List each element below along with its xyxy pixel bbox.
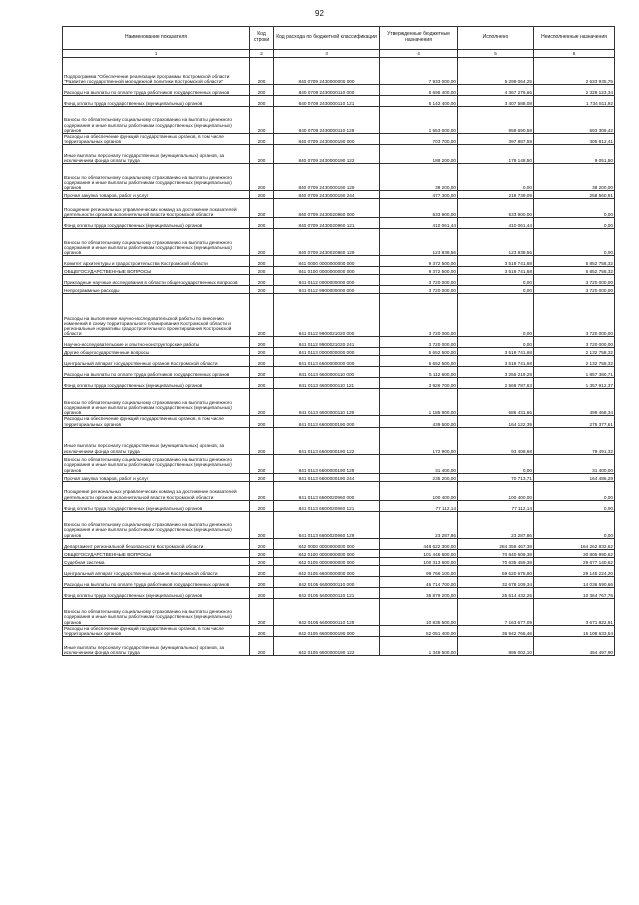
row-unexecuted-cell: 2 132 758,32 (534, 356, 615, 367)
table-row (63, 454, 615, 473)
row-approved-cell: 439 500,00 (380, 416, 458, 427)
row-unexecuted-cell: 9 051,50 (534, 145, 615, 164)
row-executed-cell: 284 359 467,38 (458, 538, 534, 549)
row-approved-cell: 123 838,56 (380, 229, 458, 256)
row-executed-cell: 93 408,68 (458, 427, 534, 454)
row-approved-cell: 188 200,00 (380, 145, 458, 164)
row-budget-code-cell: 841 0113 6600000190 000 (274, 416, 380, 427)
column-number: 4 (380, 50, 458, 58)
table-row (63, 637, 615, 656)
row-name-cell: Взносы по обязательному социальному страхованию на выплаты денежного содержания и иные выплаты работникам государственных (муниципальных) органов (63, 511, 250, 538)
row-approved-cell: 533 900,00 (380, 199, 458, 218)
row-line-code-cell: 200 (250, 587, 274, 598)
row-executed-cell: 23 287,86 (458, 511, 534, 538)
table-row (63, 565, 615, 576)
table-row (63, 191, 615, 199)
row-executed-cell: 77 112,14 (458, 500, 534, 511)
row-name-cell: Расходы на выплаты по оплате труда работников государственных органов (63, 576, 250, 587)
row-line-code-cell: 200 (250, 538, 274, 549)
row-approved-cell: 99 766 100,00 (380, 565, 458, 576)
row-name-cell: Расходы на обеспечение функций государственных органов, в том числе территориальных органов (63, 416, 250, 427)
row-line-code-cell: 200 (250, 199, 274, 218)
row-unexecuted-cell: 14 036 590,66 (534, 576, 615, 587)
row-name-cell: Поощрение региональных управленческих команд за достижение показателей деятельности органов исполнительной власти Костромской области (63, 481, 250, 500)
row-approved-cell: 38 200,00 (380, 164, 458, 191)
row-executed-cell: 0,00 (458, 454, 534, 473)
table-row (63, 256, 615, 267)
row-name-cell: Прочая закупка товаров, работ и услуг (63, 473, 250, 481)
row-approved-cell: 3 720 000,00 (380, 286, 458, 294)
table-row (63, 96, 615, 107)
row-budget-code-cell: 841 0113 6600000110 121 (274, 378, 380, 389)
row-executed-cell: 895 002,10 (458, 637, 534, 656)
row-approved-cell: 100 400,00 (380, 481, 458, 500)
row-approved-cell: 235 200,00 (380, 473, 458, 481)
row-approved-cell: 77 112,14 (380, 500, 458, 511)
row-budget-code-cell: 840 0709 2430000190 122 (274, 145, 380, 164)
row-executed-cell: 179 148,50 (458, 145, 534, 164)
row-approved-cell: 1 349 500,00 (380, 637, 458, 656)
row-line-code-cell: 200 (250, 107, 274, 134)
header-unexecuted: Неисполненные назначения (534, 27, 615, 50)
row-budget-code-cell: 841 0112 9900000000 000 (274, 286, 380, 294)
row-name-cell: Взносы по обязательному социальному страхованию на выплаты денежного содержания и иные выплаты работникам государственных (муниципальных) органов (63, 164, 250, 191)
row-budget-code-cell: 842 0105 6600000110 129 (274, 598, 380, 625)
row-name-cell: Центральный аппарат государственных органов Костромской области (63, 565, 250, 576)
row-budget-code-cell: 841 0113 0000000000 000 (274, 348, 380, 356)
row-executed-cell: 410 061,44 (458, 218, 534, 229)
table-row (63, 557, 615, 565)
row-line-code-cell: 200 (250, 229, 274, 256)
row-line-code-cell: 200 (250, 218, 274, 229)
row-name-cell: Взносы по обязательному социальному страхованию на выплаты денежного содержания и иные выплаты работникам государственных (муниципальных) органов (63, 229, 250, 256)
row-executed-cell: 36 942 766,46 (458, 625, 534, 636)
row-budget-code-cell: 841 0112 9900021020 241 (274, 337, 380, 348)
table-row (63, 58, 615, 85)
row-name-cell: Департамент региональной безопасности Костромской области (63, 538, 250, 549)
row-budget-code-cell: 841 0113 6600020960 000 (274, 481, 380, 500)
row-unexecuted-cell: 5 852 758,32 (534, 256, 615, 267)
table-row (63, 107, 615, 134)
row-unexecuted-cell: 79 491,32 (534, 427, 615, 454)
table-row (63, 294, 615, 337)
row-unexecuted-cell: 2 328 123,34 (534, 85, 615, 96)
row-executed-cell: 0,00 (458, 164, 534, 191)
row-budget-code-cell: 840 0709 2430000110 000 (274, 85, 380, 96)
row-name-cell: Расходы на выплаты по оплате труда работников государственных органов (63, 367, 250, 378)
row-unexecuted-cell: 5 852 758,32 (534, 267, 615, 275)
row-executed-cell: 0,00 (458, 294, 534, 337)
column-number-row (63, 50, 615, 58)
row-executed-cell: 69 620 675,80 (458, 565, 534, 576)
row-executed-cell: 3 519 741,68 (458, 267, 534, 275)
row-budget-code-cell: 840 0709 2430020960 129 (274, 229, 380, 256)
table-row (63, 367, 615, 378)
table-row (63, 286, 615, 294)
row-name-cell: Иные выплаты персоналу государственных (муниципальных) органов, за исключением фонда оплаты труда (63, 427, 250, 454)
row-unexecuted-cell: 454 497,90 (534, 637, 615, 656)
row-line-code-cell: 200 (250, 598, 274, 625)
row-line-code-cell: 200 (250, 96, 274, 107)
row-line-code-cell: 200 (250, 134, 274, 145)
row-name-cell: Комитет архитектуры и градостроительства Костромской области (63, 256, 250, 267)
row-executed-cell: 7 163 677,09 (458, 598, 534, 625)
row-unexecuted-cell: 0,00 (534, 199, 615, 218)
row-approved-cell: 477 300,00 (380, 191, 458, 199)
row-name-cell: Фонд оплаты труда государственных (муниципальных) органов (63, 378, 250, 389)
row-unexecuted-cell: 3 720 000,00 (534, 275, 615, 286)
row-line-code-cell: 200 (250, 637, 274, 656)
row-name-cell: Фонд оплаты труда государственных (муниципальных) органов (63, 218, 250, 229)
row-unexecuted-cell: 3 720 000,00 (534, 337, 615, 348)
table-row (63, 164, 615, 191)
row-executed-cell: 100 400,00 (458, 481, 534, 500)
budget-execution-table (62, 26, 615, 656)
row-line-code-cell: 200 (250, 473, 274, 481)
row-name-cell: Взносы по обязательному социальному страхованию на выплаты денежного содержания и иные выплаты работникам государственных (муниципальных) органов (63, 107, 250, 134)
row-line-code-cell: 200 (250, 576, 274, 587)
row-executed-cell: 25 514 432,25 (458, 587, 534, 598)
row-unexecuted-cell: 0,00 (534, 511, 615, 538)
row-budget-code-cell: 841 0113 6600020960 121 (274, 500, 380, 511)
row-line-code-cell: 200 (250, 85, 274, 96)
row-approved-cell: 46 714 700,00 (380, 576, 458, 587)
row-budget-code-cell: 840 0709 2430000190 129 (274, 164, 380, 191)
row-budget-code-cell: 841 0113 6600000110 129 (274, 389, 380, 416)
row-line-code-cell: 200 (250, 191, 274, 199)
row-approved-cell: 3 720 000,00 (380, 337, 458, 348)
row-executed-cell: 0,00 (458, 275, 534, 286)
row-approved-cell: 100 313 600,00 (380, 557, 458, 565)
row-name-cell: Судебная система (63, 557, 250, 565)
row-unexecuted-cell: 15 108 633,54 (534, 625, 615, 636)
table-row (63, 337, 615, 348)
row-budget-code-cell: 840 0709 2430000190 244 (274, 191, 380, 199)
column-number: 6 (534, 50, 615, 58)
row-approved-cell: 448 622 300,00 (380, 538, 458, 549)
row-budget-code-cell: 840 0709 2430000110 129 (274, 107, 380, 134)
row-line-code-cell: 200 (250, 348, 274, 356)
table-row (63, 275, 615, 286)
row-unexecuted-cell: 1 857 380,71 (534, 367, 615, 378)
column-number: 1 (63, 50, 250, 58)
row-approved-cell: 3 720 000,00 (380, 294, 458, 337)
row-unexecuted-cell: 2 633 935,75 (534, 58, 615, 85)
row-executed-cell: 32 678 109,34 (458, 576, 534, 587)
row-unexecuted-cell: 1 734 811,92 (534, 96, 615, 107)
page-number: 92 (315, 9, 324, 18)
row-name-cell: Расходы на обеспечение функций государственных органов, в том числе территориальных органов (63, 134, 250, 145)
table-row (63, 538, 615, 549)
row-line-code-cell: 200 (250, 367, 274, 378)
row-executed-cell: 3 519 741,68 (458, 356, 534, 367)
row-executed-cell: 686 431,66 (458, 389, 534, 416)
table-row (63, 389, 615, 416)
row-approved-cell: 23 287,86 (380, 511, 458, 538)
row-approved-cell: 410 061,44 (380, 218, 458, 229)
row-line-code-cell: 200 (250, 267, 274, 275)
row-line-code-cell: 200 (250, 481, 274, 500)
row-line-code-cell: 200 (250, 275, 274, 286)
row-executed-cell: 0,00 (458, 337, 534, 348)
row-unexecuted-cell: 1 357 912,37 (534, 378, 615, 389)
row-budget-code-cell: 842 0100 0000000000 000 (274, 549, 380, 557)
row-executed-cell: 3 255 219,29 (458, 367, 534, 378)
row-budget-code-cell: 841 0112 9900021020 000 (274, 294, 380, 337)
row-name-cell: Подпрограмма "Обеспечение реализации программы Костромской области "Развитие государственной молодежной политики Костромской области" (63, 58, 250, 85)
table-row (63, 348, 615, 356)
row-executed-cell: 2 568 787,63 (458, 378, 534, 389)
row-name-cell: Взносы по обязательному социальному страхованию на выплаты денежного содержания и иные выплаты работникам государственных (муниципальных) органов (63, 389, 250, 416)
row-budget-code-cell: 841 0113 6600000000 000 (274, 356, 380, 367)
row-name-cell: Иные выплаты персоналу государственных (муниципальных) органов, за исключением фонда оплаты труда (63, 637, 250, 656)
table-row (63, 85, 615, 96)
row-executed-cell: 3 519 741,68 (458, 348, 534, 356)
table-row (63, 218, 615, 229)
row-line-code-cell: 200 (250, 557, 274, 565)
row-line-code-cell: 200 (250, 58, 274, 85)
row-unexecuted-cell: 31 400,00 (534, 454, 615, 473)
row-budget-code-cell: 840 0709 2430000110 121 (274, 96, 380, 107)
row-name-cell: ОБЩЕГОСУДАРСТВЕННЫЕ ВОПРОСЫ (63, 267, 250, 275)
table-row (63, 576, 615, 587)
row-budget-code-cell: 842 0105 6600000190 000 (274, 625, 380, 636)
row-budget-code-cell: 841 0113 6600000190 129 (274, 454, 380, 473)
row-unexecuted-cell: 164 262 832,62 (534, 538, 615, 549)
row-unexecuted-cell: 30 805 990,62 (534, 549, 615, 557)
row-budget-code-cell: 842 0105 6600000110 121 (274, 587, 380, 598)
header-name: Наименование показателя (63, 27, 250, 50)
row-line-code-cell: 200 (250, 454, 274, 473)
column-number: 5 (458, 50, 534, 58)
row-executed-cell: 3 407 588,08 (458, 96, 534, 107)
table-row (63, 598, 615, 625)
row-executed-cell: 70 640 609,38 (458, 549, 534, 557)
row-approved-cell: 5 652 500,00 (380, 348, 458, 356)
row-executed-cell: 3 519 741,68 (458, 256, 534, 267)
column-number: 2 (250, 50, 274, 58)
row-unexecuted-cell: 0,00 (534, 481, 615, 500)
row-budget-code-cell: 840 0709 2430020960 000 (274, 199, 380, 218)
header-line-code: Код строки (250, 27, 274, 50)
table-row (63, 481, 615, 500)
row-line-code-cell: 200 (250, 378, 274, 389)
row-approved-cell: 3 720 000,00 (380, 275, 458, 286)
row-approved-cell: 5 142 400,00 (380, 96, 458, 107)
row-approved-cell: 1 553 000,00 (380, 107, 458, 134)
row-unexecuted-cell: 593 309,42 (534, 107, 615, 134)
row-unexecuted-cell: 258 560,91 (534, 191, 615, 199)
row-name-cell: Научно-исследовательские и опытно-конструкторские работы (63, 337, 250, 348)
row-budget-code-cell: 841 0113 6600000110 000 (274, 367, 380, 378)
row-approved-cell: 5 652 500,00 (380, 356, 458, 367)
row-unexecuted-cell: 2 132 758,32 (534, 348, 615, 356)
row-executed-cell: 4 367 276,66 (458, 85, 534, 96)
row-name-cell: Взносы по обязательному социальному страхованию на выплаты денежного содержания и иные выплаты работникам государственных (муниципальных) органов (63, 598, 250, 625)
row-line-code-cell: 200 (250, 389, 274, 416)
row-executed-cell: 70 635 459,38 (458, 557, 534, 565)
row-executed-cell: 123 838,56 (458, 229, 534, 256)
table-row (63, 587, 615, 598)
row-approved-cell: 101 446 600,00 (380, 549, 458, 557)
row-unexecuted-cell: 3 720 000,00 (534, 286, 615, 294)
header-executed: Исполнено (458, 27, 534, 50)
row-approved-cell: 703 700,00 (380, 134, 458, 145)
row-approved-cell: 52 051 400,00 (380, 625, 458, 636)
row-name-cell: Фонд оплаты труда государственных (муниципальных) органов (63, 96, 250, 107)
row-line-code-cell: 200 (250, 145, 274, 164)
row-name-cell: Другие общегосударственные вопросы (63, 348, 250, 356)
row-unexecuted-cell: 38 200,00 (534, 164, 615, 191)
row-name-cell: ОБЩЕГОСУДАРСТВЕННЫЕ ВОПРОСЫ (63, 549, 250, 557)
table-row (63, 378, 615, 389)
row-budget-code-cell: 841 0113 6600020960 129 (274, 511, 380, 538)
row-approved-cell: 31 400,00 (380, 454, 458, 473)
row-unexecuted-cell: 275 377,61 (534, 416, 615, 427)
row-name-cell: Расходы на выполнение научно-исследовательской работы по внесению изменений в схему территориального планирования Костромской области и региональные нормативы градостроительного проектирования Костромской области (63, 294, 250, 337)
row-unexecuted-cell: 499 468,34 (534, 389, 615, 416)
row-line-code-cell: 200 (250, 565, 274, 576)
row-executed-cell: 164 122,39 (458, 416, 534, 427)
header-approved: Утвержденные бюджетные назначения (380, 27, 458, 50)
row-line-code-cell: 200 (250, 356, 274, 367)
row-budget-code-cell: 840 0709 2430000000 000 (274, 58, 380, 85)
row-budget-code-cell: 841 0113 6600000190 122 (274, 427, 380, 454)
row-approved-cell: 7 933 000,00 (380, 58, 458, 85)
table-row (63, 229, 615, 256)
row-name-cell: Непрограммные расходы (63, 286, 250, 294)
column-number: 3 (274, 50, 380, 58)
table-row (63, 511, 615, 538)
row-name-cell: Поощрение региональных управленческих команд за достижение показателей деятельности органов исполнительной власти Костромской области (63, 199, 250, 218)
table-row (63, 134, 615, 145)
row-name-cell: Иные выплаты персоналу государственных (муниципальных) органов, за исключением фонда оплаты труда (63, 145, 250, 164)
table-row (63, 145, 615, 164)
table-row (63, 500, 615, 511)
row-unexecuted-cell: 3 720 000,00 (534, 294, 615, 337)
row-approved-cell: 35 879 200,00 (380, 587, 458, 598)
row-approved-cell: 9 372 500,00 (380, 256, 458, 267)
row-unexecuted-cell: 164 486,29 (534, 473, 615, 481)
header-row (63, 27, 615, 50)
table-row (63, 427, 615, 454)
row-name-cell: Фонд оплаты труда государственных (муниципальных) органов (63, 587, 250, 598)
row-budget-code-cell: 841 0113 6600000190 244 (274, 473, 380, 481)
table-row (63, 267, 615, 275)
row-name-cell: Центральный аппарат государственных органов Костромской области (63, 356, 250, 367)
row-unexecuted-cell: 305 812,41 (534, 134, 615, 145)
table-row (63, 625, 615, 636)
row-budget-code-cell: 842 0000 0000000000 000 (274, 538, 380, 549)
row-name-cell: Взносы по обязательному социальному страхованию на выплаты денежного содержания и иные выплаты работникам государственных (муниципальных) органов (63, 454, 250, 473)
row-approved-cell: 5 112 600,00 (380, 367, 458, 378)
row-line-code-cell: 200 (250, 164, 274, 191)
row-line-code-cell: 200 (250, 256, 274, 267)
row-line-code-cell: 200 (250, 427, 274, 454)
row-line-code-cell: 200 (250, 511, 274, 538)
table-row (63, 473, 615, 481)
row-approved-cell: 10 835 500,00 (380, 598, 458, 625)
row-budget-code-cell: 841 0112 0000000000 000 (274, 275, 380, 286)
row-unexecuted-cell: 0,00 (534, 500, 615, 511)
row-unexecuted-cell: 0,00 (534, 229, 615, 256)
row-name-cell: Расходы на выплаты по оплате труда работников государственных органов (63, 85, 250, 96)
row-budget-code-cell: 842 0105 0000000000 000 (274, 557, 380, 565)
row-budget-code-cell: 840 0709 2430020960 121 (274, 218, 380, 229)
row-unexecuted-cell: 0,00 (534, 218, 615, 229)
row-executed-cell: 959 690,58 (458, 107, 534, 134)
row-approved-cell: 9 372 500,00 (380, 267, 458, 275)
row-executed-cell: 218 739,09 (458, 191, 534, 199)
row-executed-cell: 5 299 064,25 (458, 58, 534, 85)
row-approved-cell: 3 926 700,00 (380, 378, 458, 389)
row-line-code-cell: 200 (250, 337, 274, 348)
row-budget-code-cell: 842 0105 6600000000 000 (274, 565, 380, 576)
row-budget-code-cell: 841 0100 0000000000 000 (274, 267, 380, 275)
row-line-code-cell: 200 (250, 416, 274, 427)
row-unexecuted-cell: 29 677 140,62 (534, 557, 615, 565)
row-unexecuted-cell: 3 671 822,91 (534, 598, 615, 625)
header-budget-code: Код расхода по бюджетной классификации (274, 27, 380, 50)
row-approved-cell: 1 185 900,00 (380, 389, 458, 416)
row-executed-cell: 397 887,59 (458, 134, 534, 145)
table-row (63, 356, 615, 367)
row-line-code-cell: 200 (250, 625, 274, 636)
row-name-cell: Расходы на обеспечение функций государственных органов, в том числе территориальных органов (63, 625, 250, 636)
row-name-cell: Прочая закупка товаров, работ и услуг (63, 191, 250, 199)
row-unexecuted-cell: 10 364 767,75 (534, 587, 615, 598)
table-row (63, 416, 615, 427)
table-row (63, 549, 615, 557)
row-budget-code-cell: 840 0709 2430000190 000 (274, 134, 380, 145)
row-line-code-cell: 200 (250, 294, 274, 337)
row-unexecuted-cell: 29 145 224,20 (534, 565, 615, 576)
row-budget-code-cell: 841 0000 0000000000 000 (274, 256, 380, 267)
row-line-code-cell: 200 (250, 500, 274, 511)
table-row (63, 199, 615, 218)
row-executed-cell: 70 713,71 (458, 473, 534, 481)
row-budget-code-cell: 842 0105 6600000110 000 (274, 576, 380, 587)
row-executed-cell: 533 900,00 (458, 199, 534, 218)
row-name-cell: Прикладные научные исследования в области общегосударственных вопросов (63, 275, 250, 286)
row-budget-code-cell: 842 0105 6600000190 122 (274, 637, 380, 656)
row-name-cell: Фонд оплаты труда государственных (муниципальных) органов (63, 500, 250, 511)
row-approved-cell: 6 695 400,00 (380, 85, 458, 96)
row-line-code-cell: 200 (250, 549, 274, 557)
row-executed-cell: 0,00 (458, 286, 534, 294)
row-line-code-cell: 200 (250, 286, 274, 294)
row-approved-cell: 172 900,00 (380, 427, 458, 454)
table-body (63, 58, 615, 656)
